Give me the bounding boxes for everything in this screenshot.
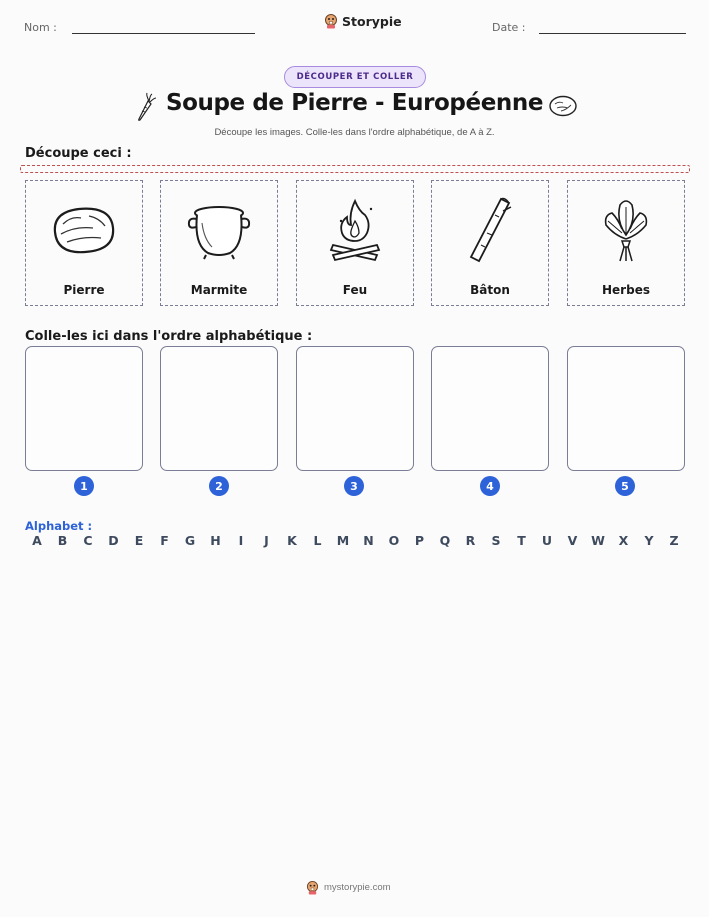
alphabet-letter: N (363, 533, 374, 548)
alphabet-letter: X (618, 533, 629, 548)
paste-box-1[interactable] (25, 346, 143, 471)
name-label: Nom : (24, 21, 57, 34)
cut-card-pierre[interactable] (25, 180, 143, 306)
alphabet-letter: Q (439, 533, 451, 548)
name-line[interactable] (72, 33, 255, 34)
alphabet-letter: S (491, 533, 501, 548)
paste-box-5[interactable] (567, 346, 685, 471)
alphabet-letter: L (313, 533, 322, 548)
cut-card-marmite[interactable] (160, 180, 278, 306)
alphabet-letter: B (57, 533, 68, 548)
date-line[interactable] (539, 33, 686, 34)
beaver-mascot-icon (324, 13, 338, 29)
number-badge-2: 2 (209, 476, 229, 496)
number-badge-4: 4 (480, 476, 500, 496)
date-label: Date : (492, 21, 526, 34)
alphabet-letter: Z (669, 533, 679, 548)
paste-section-label: Colle-les ici dans l'ordre alphabétique : (25, 329, 313, 344)
alphabet-letter: V (567, 533, 578, 548)
alphabet-letter: C (83, 533, 93, 548)
alphabet-letter: K (287, 533, 297, 548)
campfire-icon (325, 197, 385, 263)
footer-url[interactable]: mystorypie.com (324, 882, 391, 893)
card-label: Bâton (470, 283, 510, 297)
pot-icon (184, 199, 254, 261)
alphabet-letter: H (210, 533, 221, 548)
alphabet-letter: J (264, 533, 269, 548)
card-label: Pierre (63, 283, 105, 297)
beaver-mascot-icon (306, 880, 319, 895)
instructions: Découpe les images. Colle-les dans l'ordre alphabétique, de A à Z. (214, 127, 495, 138)
herbs-icon (598, 195, 654, 265)
card-label: Marmite (190, 283, 248, 297)
alphabet-letter: Y (644, 533, 654, 548)
cut-card-herbes[interactable] (567, 180, 685, 306)
alphabet-letter: F (160, 533, 169, 548)
storypie-logo (324, 13, 402, 29)
number-badge-5: 5 (615, 476, 635, 496)
brand-name: Storypie (342, 13, 402, 29)
cut-section-label: Découpe ceci : (25, 146, 132, 161)
paste-box-4[interactable] (431, 346, 549, 471)
footer (306, 880, 391, 895)
stone-icon (49, 202, 119, 258)
alphabet-letter: A (32, 533, 42, 548)
alphabet-row (25, 533, 685, 551)
page-title: Soupe de Pierre - Européenne (165, 90, 544, 116)
card-label: Herbes (602, 283, 650, 297)
alphabet-letter: E (134, 533, 144, 548)
alphabet-letter: T (517, 533, 526, 548)
paste-box-3[interactable] (296, 346, 414, 471)
alphabet-letter: W (591, 533, 605, 548)
worksheet-header (0, 0, 709, 44)
cut-card-baton[interactable] (431, 180, 549, 306)
cut-line (20, 165, 690, 173)
stone-icon (548, 95, 578, 117)
alphabet-letter: P (414, 533, 425, 548)
alphabet-letter: G (184, 533, 196, 548)
number-badge-1: 1 (74, 476, 94, 496)
number-badge-3: 3 (344, 476, 364, 496)
alphabet-letter: R (465, 533, 476, 548)
card-label: Feu (342, 283, 368, 297)
paste-box-2[interactable] (160, 346, 278, 471)
alphabet-letter: M (336, 533, 350, 548)
alphabet-label: Alphabet : (25, 519, 93, 533)
activity-badge: DÉCOUPER ET COLLER (284, 66, 426, 88)
alphabet-letter: O (388, 533, 400, 548)
alphabet-letter: U (541, 533, 553, 548)
alphabet-letter: I (238, 533, 244, 548)
cut-card-feu[interactable] (296, 180, 414, 306)
alphabet-letter: D (108, 533, 119, 548)
stick-icon (465, 195, 515, 265)
